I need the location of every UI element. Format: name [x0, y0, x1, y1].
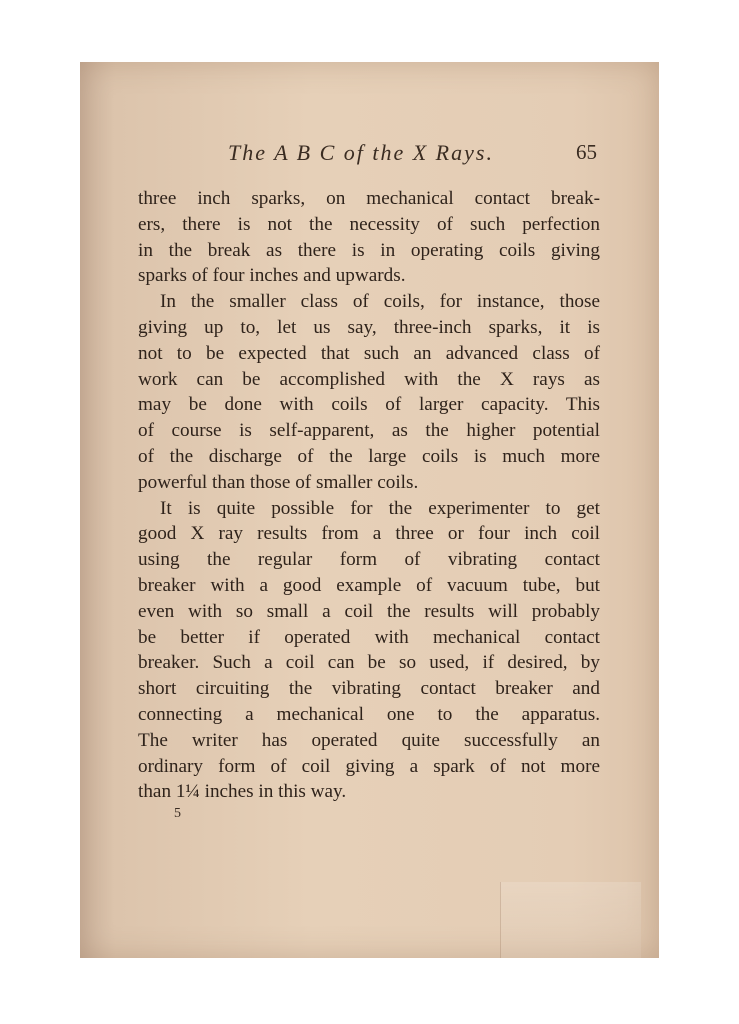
text-line: may be done with coils of larger capacity. This [138, 394, 600, 416]
text-line: using the regular form of vibrating contact [138, 549, 600, 571]
text-line: of the discharge of the large coils is much more [138, 445, 600, 467]
text-line: ordinary form of coil giving a spark of not more [138, 755, 600, 777]
page-number: 65 [576, 140, 597, 164]
signature-mark: 5 [174, 806, 181, 821]
text-line: good X ray results from a three or four inch coil [138, 523, 600, 545]
text-line: in the break as there is in operating coils giving [138, 239, 600, 261]
text-line: connecting a mechanical one to the apparatus. [138, 703, 600, 725]
text-line: powerful than those of smaller coils. [138, 471, 419, 493]
text-line: giving up to, let us say, three-inch sparks, it is [138, 316, 600, 338]
text-line: breaker with a good example of vacuum tube, but [138, 574, 600, 596]
text-line: be better if operated with mechanical contact [138, 626, 600, 648]
running-head [150, 140, 597, 170]
text-line: even with so small a coil the results will probably [138, 600, 600, 622]
text-line: short circuiting the vibrating contact breaker and [138, 678, 600, 700]
text-line: work can be accomplished with the X rays as [138, 368, 600, 390]
text-line: The writer has operated quite successfully an [138, 729, 600, 751]
text-line: than 1¼ inches in this way. [138, 781, 347, 803]
text-line: of course is self-apparent, as the higher potential [138, 420, 600, 442]
running-title: The A B C of the X Rays. [228, 140, 494, 165]
text-line: three inch sparks, on mechanical contact break- [138, 188, 600, 209]
text-line: ers, there is not the necessity of such perfection [138, 213, 600, 235]
body-text [138, 186, 600, 805]
text-line: In the smaller class of coils, for instance, those [160, 291, 600, 313]
paragraph-2 [138, 289, 600, 495]
text-line: breaker. Such a coil can be so used, if desired, by [138, 652, 600, 674]
paragraph-1 [138, 186, 600, 289]
text-line: not to be expected that such an advanced class of [138, 342, 600, 364]
paragraph-3 [138, 496, 600, 806]
text-line: sparks of four inches and upwards. [138, 265, 406, 287]
text-line: It is quite possible for the experimenter to get [160, 497, 600, 519]
